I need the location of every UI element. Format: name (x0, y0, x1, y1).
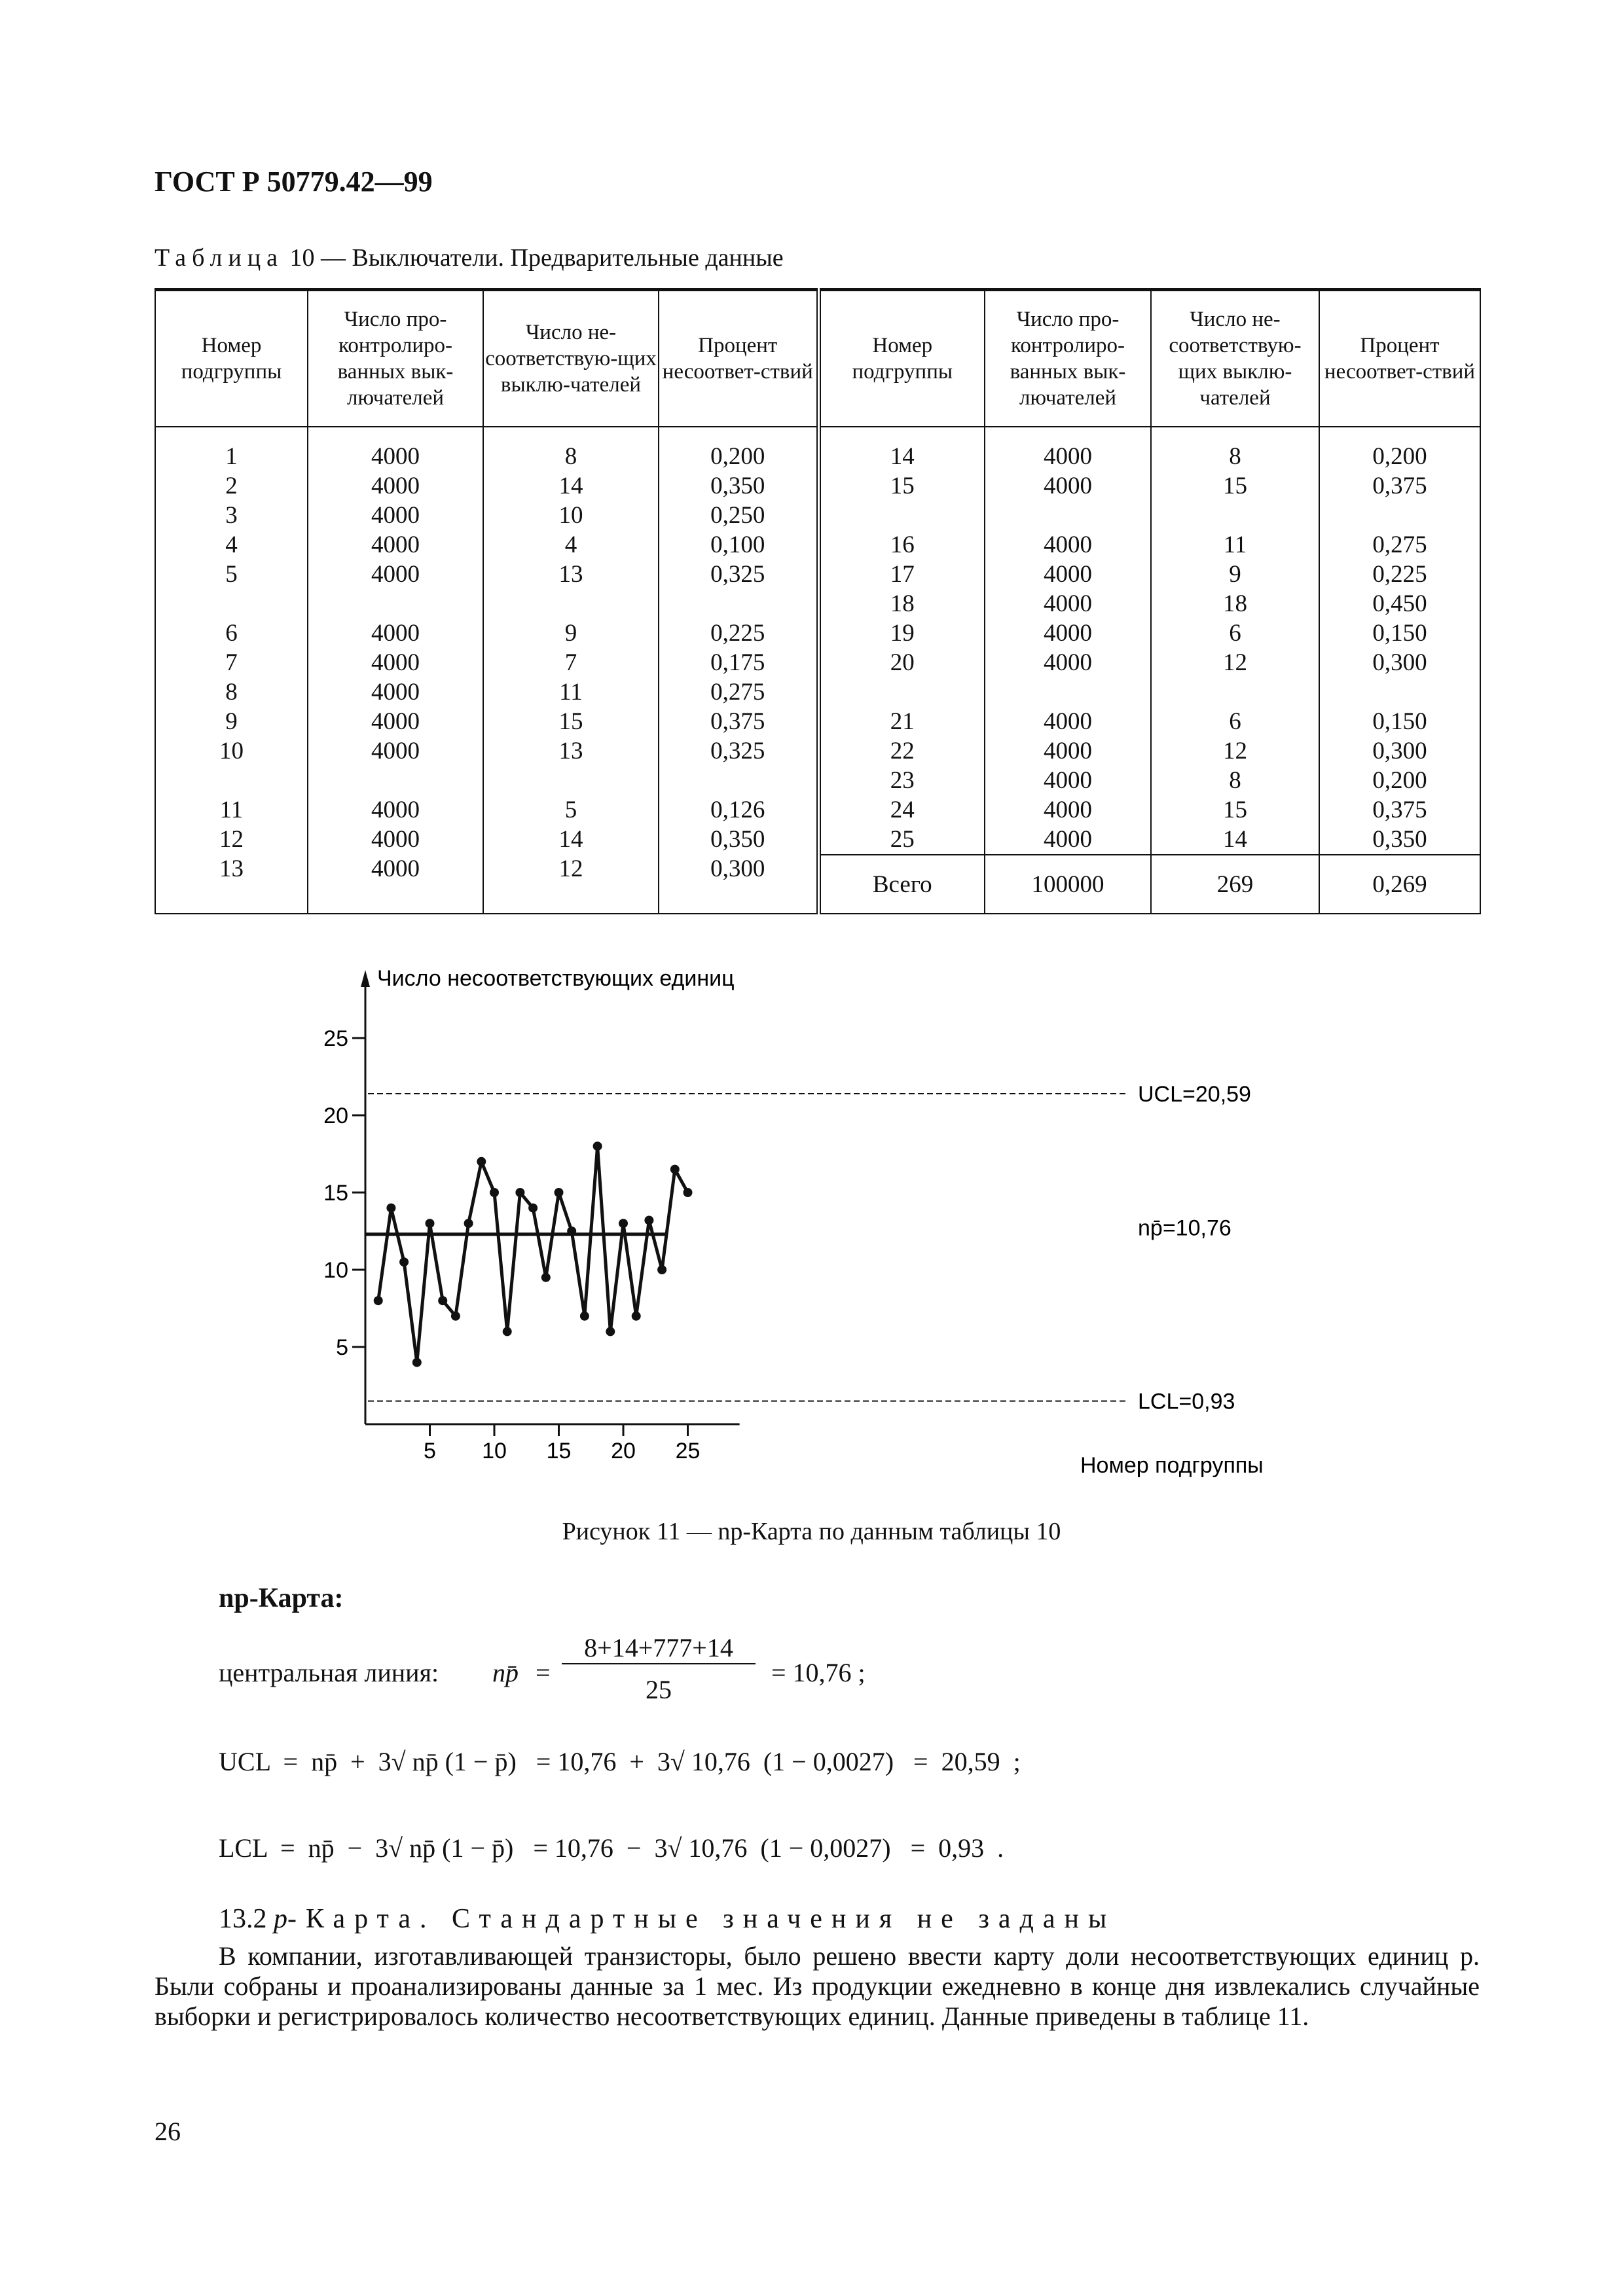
table-cell: 12 (219, 826, 244, 853)
data-point (451, 1312, 460, 1321)
table-cell: 11 (1223, 531, 1247, 558)
left-col-0 (155, 427, 308, 914)
data-table (155, 288, 1481, 914)
data-point (644, 1215, 653, 1225)
y-tick-label: 20 (323, 1103, 348, 1128)
ucl-formula: UCL = np̄ + 3√ np̄ (1 − p̄) = 10,76 + 3√ 10,76 (1 − 0,0027) = 20,59 ; (219, 1747, 1021, 1776)
data-point (515, 1188, 524, 1197)
table-cell: 24 (890, 797, 915, 823)
table-cell: 0,350 (710, 826, 765, 853)
table-cell: 9 (564, 620, 577, 647)
x-tick-label: 10 (482, 1439, 507, 1463)
table-cell: 15 (558, 708, 583, 735)
data-point (399, 1257, 409, 1266)
table-cell: 4000 (371, 826, 420, 853)
table-cell: 0,300 (710, 855, 765, 882)
data-point (619, 1219, 628, 1228)
table-cell: 0,325 (710, 738, 765, 764)
y-tick-label: 15 (323, 1181, 348, 1206)
left-col-2 (483, 427, 659, 914)
table-cell: 13 (558, 738, 583, 764)
table-cell: 0,350 (710, 473, 765, 499)
header-percent-2: Процент несоответ-ствий (1319, 290, 1480, 427)
table-cell: 14 (558, 826, 583, 853)
x-tick-label: 25 (675, 1439, 701, 1463)
table-cell: 12 (1223, 649, 1247, 676)
y-tick-label: 5 (336, 1335, 348, 1360)
table-cell: 4000 (371, 738, 420, 764)
table-cell: 2 (225, 473, 238, 499)
table-cell: 4000 (1044, 767, 1092, 794)
center-result: = 10,76 ; (771, 1658, 866, 1687)
data-point (464, 1219, 473, 1228)
table-cell: 13 (219, 855, 244, 882)
table-cell: 22 (890, 738, 915, 764)
table-cell: 4000 (1044, 561, 1092, 588)
table-cell: 4000 (371, 561, 420, 588)
table-cell: 4000 (371, 531, 420, 558)
table-cell: 14 (890, 443, 915, 470)
lcl-formula: LCL = np̄ − 3√ np̄ (1 − p̄) = 10,76 − 3√ 10,76 (1 − 0,0027) = 0,93 . (219, 1833, 1004, 1863)
data-series-line (378, 1146, 688, 1362)
data-point (426, 1219, 435, 1228)
data-point (567, 1227, 576, 1236)
table-cell: 4 (564, 531, 577, 558)
data-point (555, 1188, 564, 1197)
table-cell: 9 (225, 708, 238, 735)
table-cell: 16 (890, 531, 915, 558)
total-nonconforming: 269 (1151, 855, 1319, 914)
data-point (528, 1204, 538, 1213)
data-point (657, 1265, 666, 1274)
table-cell: 0,150 (1372, 708, 1427, 735)
left-col-3 (659, 427, 818, 914)
document-header: ГОСТ Р 50779.42—99 (155, 166, 433, 198)
table-header-row (155, 290, 1480, 427)
table-cell: 8 (1229, 767, 1241, 794)
lcl-label: LCL=0,93 (1138, 1389, 1235, 1414)
data-point (541, 1273, 551, 1282)
table-cell: 12 (1223, 738, 1247, 764)
right-col-1 (985, 427, 1151, 855)
right-col-3 (1319, 427, 1480, 855)
x-tick-label: 15 (546, 1439, 572, 1463)
table-cell: 0,225 (710, 620, 765, 647)
header-subgroup: Номер подгруппы (155, 290, 308, 427)
right-col-2 (1151, 427, 1319, 855)
table-cell: 9 (1229, 561, 1241, 588)
table-cell: 10 (558, 502, 583, 529)
header-percent: Процент несоответ-ствий (659, 290, 818, 427)
figure-caption: Рисунок 11 — np-Карта по данным таблицы 10 (562, 1518, 1061, 1545)
header-subgroup-2: Номер подгруппы (818, 290, 985, 427)
y-axis-arrow (361, 970, 370, 987)
table-cell: 18 (1223, 590, 1247, 617)
table-cell: 11 (559, 679, 583, 706)
left-col-1 (308, 427, 483, 914)
table-cell: 11 (219, 797, 244, 823)
header-nonconforming-2: Число не-соответствую-щих выклю-чателей (1151, 290, 1319, 427)
table-cell: 0,450 (1372, 590, 1427, 617)
table-cell: 6 (1229, 708, 1241, 735)
y-axis-label: Число несоответствующих единиц (377, 966, 735, 991)
y-tick-label: 25 (323, 1026, 348, 1051)
table-cell: 15 (1223, 797, 1247, 823)
header-inspected-2: Число про-контролиро-ванных вык-лючателей (985, 290, 1151, 427)
data-point (503, 1327, 512, 1336)
data-point (593, 1141, 602, 1151)
center-line-label: np̄=10,76 (1138, 1215, 1231, 1241)
data-point (386, 1204, 395, 1213)
table-cell: 0,175 (710, 649, 765, 676)
table-cell: 0,200 (1372, 443, 1427, 470)
table-cell: 7 (225, 649, 238, 676)
data-point (632, 1312, 641, 1321)
table-caption-text: 10 — Выключатели. Предварительные данные (283, 244, 784, 272)
header-inspected: Число про-контролиро-ванных вык-лючателей (308, 290, 483, 427)
table-cell: 5 (564, 797, 577, 823)
header-nonconforming: Число не-соответствую-щих выклю-чателей (483, 290, 659, 427)
table-caption (155, 243, 784, 272)
table-cell: 4000 (1044, 826, 1092, 853)
table-cell: 4000 (1044, 473, 1092, 499)
data-point (684, 1188, 693, 1197)
table-cell: 4000 (371, 649, 420, 676)
table-cell: 14 (558, 473, 583, 499)
table-cell: 20 (890, 649, 915, 676)
table-cell: 8 (1229, 443, 1241, 470)
table-cell: 1 (225, 443, 238, 470)
table-cell: 0,200 (1372, 767, 1427, 794)
table-cell: 0,100 (710, 531, 765, 558)
right-col-0 (818, 427, 985, 855)
total-inspected: 100000 (985, 855, 1151, 914)
table-caption-prefix: Таблица (155, 244, 284, 272)
y-tick-label: 10 (323, 1258, 348, 1283)
data-point (412, 1358, 422, 1367)
table-cell: 4000 (371, 443, 420, 470)
table-cell: 4000 (371, 797, 420, 823)
data-point (606, 1327, 615, 1336)
table-cell: 0,150 (1372, 620, 1427, 647)
table-cell: 0,300 (1372, 649, 1427, 676)
data-point (580, 1312, 589, 1321)
x-tick-label: 5 (424, 1439, 436, 1463)
table-cell: 0,325 (710, 561, 765, 588)
table-cell: 4000 (1044, 590, 1092, 617)
ucl-label: UCL=20,59 (1138, 1081, 1251, 1107)
table-cell: 6 (1229, 620, 1241, 647)
table-cell: 15 (1223, 473, 1247, 499)
table-cell: 4000 (1044, 738, 1092, 764)
table-cell: 4 (225, 531, 238, 558)
table-cell: 4000 (371, 855, 420, 882)
section-title-p: p (274, 1904, 287, 1934)
table-cell: 4000 (371, 679, 420, 706)
table-cell: 4000 (1044, 797, 1092, 823)
center-np-bar: np̄ (492, 1658, 519, 1687)
table-cell: 4000 (1044, 531, 1092, 558)
table-cell: 0,126 (710, 797, 765, 823)
table-cell: 0,275 (710, 679, 765, 706)
formula-numerator: 8+14+777+14 (562, 1632, 756, 1664)
np-chart (308, 962, 1290, 1486)
table-cell: 0,375 (710, 708, 765, 735)
data-point (670, 1165, 680, 1174)
table-cell: 10 (219, 738, 244, 764)
total-label: Всего (818, 855, 985, 914)
data-point (490, 1188, 499, 1197)
table-cell: 7 (564, 649, 577, 676)
center-line-label-text: центральная линия: (219, 1658, 439, 1687)
section-heading (219, 1903, 1116, 1935)
table-cell: 8 (564, 443, 577, 470)
table-cell: 15 (890, 473, 915, 499)
table-cell: 21 (890, 708, 915, 735)
np-chart-title: np-Карта: (219, 1583, 344, 1613)
table-cell: 4000 (371, 620, 420, 647)
table-cell: 4000 (371, 502, 420, 529)
page-number: 26 (155, 2117, 181, 2146)
table-cell: 19 (890, 620, 915, 647)
table-cell: 18 (890, 590, 915, 617)
table-cell: 4000 (1044, 649, 1092, 676)
x-axis-label: Номер подгруппы (1080, 1453, 1264, 1478)
data-point (477, 1157, 486, 1166)
table-cell: 6 (225, 620, 238, 647)
table-cell: 4000 (1044, 620, 1092, 647)
section-title: -Карта. Стандартные значения не заданы (287, 1904, 1116, 1934)
data-point (438, 1296, 447, 1305)
table-cell: 3 (225, 502, 238, 529)
equals-sign: = (536, 1658, 551, 1687)
formula-denominator: 25 (646, 1675, 672, 1704)
data-point (374, 1296, 383, 1305)
table-cell: 0,250 (710, 502, 765, 529)
table-cell: 14 (1223, 826, 1247, 853)
table-cell: 0,200 (710, 443, 765, 470)
table-cell: 5 (225, 561, 238, 588)
section-number: 13.2 (219, 1904, 274, 1934)
table-body-row (155, 427, 1480, 855)
section-paragraph: В компании, изготавливающей транзисторы, было решено ввести карту доли несоответствующих единиц p. Были собраны и проанализированы данные за 1 мес. Из продукции ежедневно в конце дня извлекались случайные выборки и регистрировалось количество несоответствующих единиц. Данные приведены в таблице 11. (155, 1941, 1480, 2031)
table-cell: 0,300 (1372, 738, 1427, 764)
table-cell: 25 (890, 826, 915, 853)
total-percent: 0,269 (1319, 855, 1480, 914)
table-cell: 4000 (371, 708, 420, 735)
x-tick-label: 20 (611, 1439, 636, 1463)
table-cell: 13 (558, 561, 583, 588)
table-cell: 4000 (1044, 443, 1092, 470)
table-cell: 12 (558, 855, 583, 882)
table-cell: 17 (890, 561, 915, 588)
table-cell: 0,275 (1372, 531, 1427, 558)
table-cell: 4000 (1044, 708, 1092, 735)
table-cell: 8 (225, 679, 238, 706)
table-cell: 23 (890, 767, 915, 794)
table-cell: 0,225 (1372, 561, 1427, 588)
table-cell: 0,375 (1372, 473, 1427, 499)
table-cell: 0,350 (1372, 826, 1427, 853)
table-cell: 4000 (371, 473, 420, 499)
table-cell: 0,375 (1372, 797, 1427, 823)
